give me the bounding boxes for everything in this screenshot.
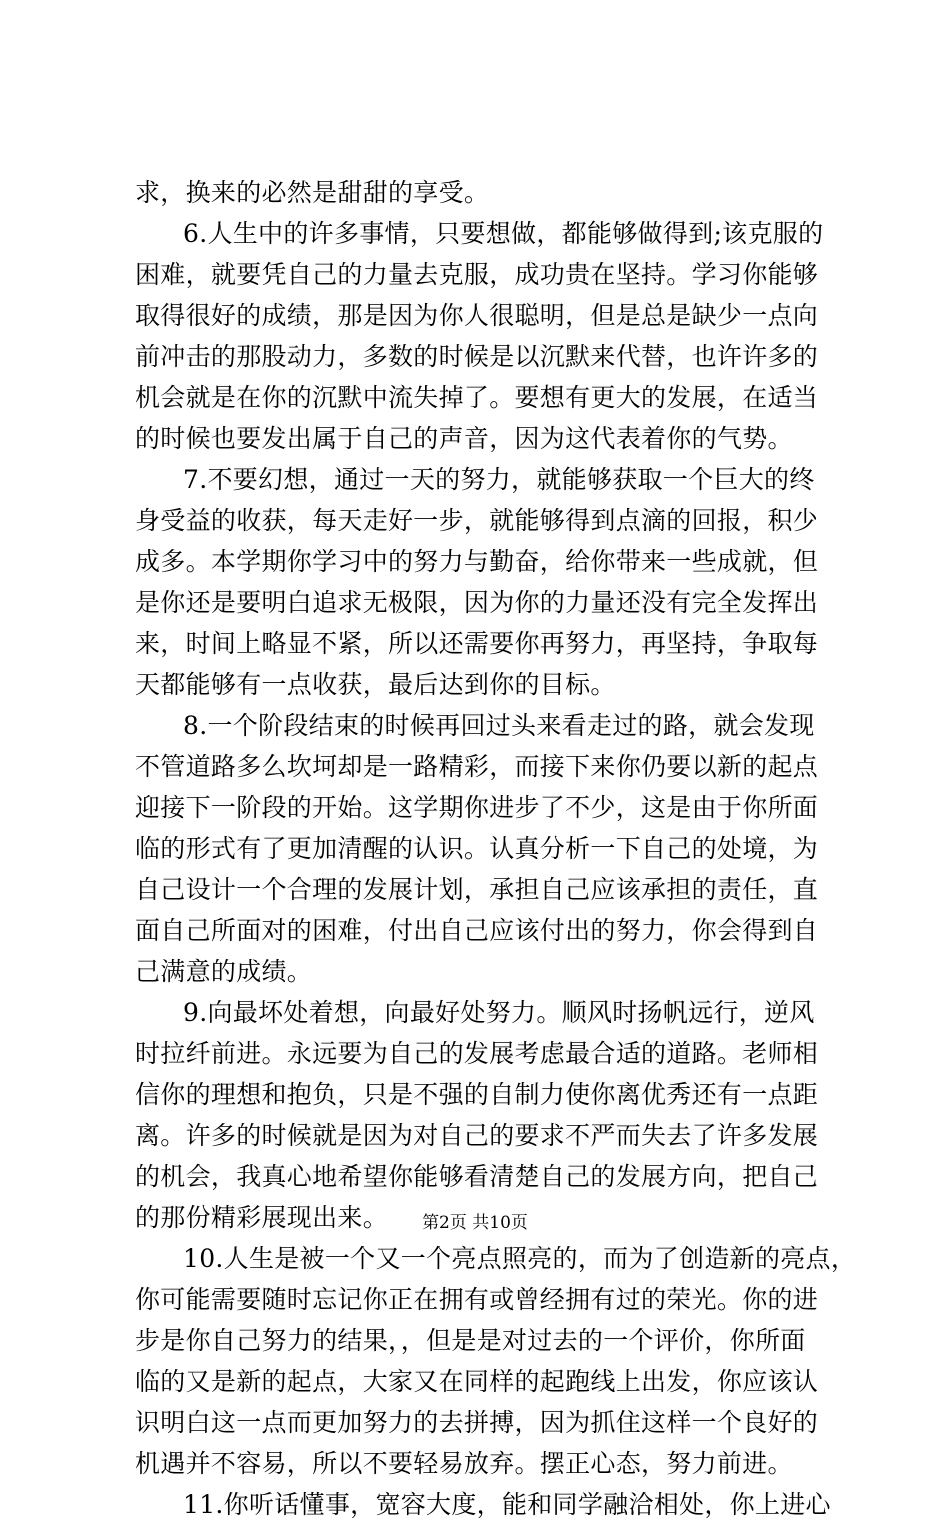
text-line: 不管道路多么坎坷却是一路精彩，而接下来你仍要以新的起点 <box>135 752 819 781</box>
text-line: 你可能需要随时忘记你正在拥有或曾经拥有过的荣光。你的进 <box>135 1285 819 1314</box>
text-line: 身受益的收获，每天走好一步，就能够得到点滴的回报，积少 <box>135 506 819 535</box>
text-line: 11.你听话懂事，宽容大度，能和同学融洽相处，你上进心 <box>183 1490 831 1519</box>
text-line: 自己设计一个合理的发展计划，承担自己应该承担的责任，直 <box>135 875 819 904</box>
text-line: 8.一个阶段结束的时候再回过头来看走过的路，就会发现 <box>183 711 815 740</box>
text-line: 机遇并不容易，所以不要轻易放弃。摆正心态，努力前进。 <box>135 1449 793 1478</box>
text-line: 机会就是在你的沉默中流失掉了。要想有更大的发展，在适当 <box>135 383 819 412</box>
text-line: 信你的理想和抱负，只是不强的自制力使你离优秀还有一点距 <box>135 1080 819 1109</box>
text-line: 是你还是要明白追求无极限，因为你的力量还没有完全发挥出 <box>135 588 819 617</box>
text-line: 临的又是新的起点，大家又在同样的起跑线上出发，你应该认 <box>135 1367 819 1396</box>
text-line: 己满意的成绩。 <box>135 957 313 986</box>
text-line: 的机会，我真心地希望你能够看清楚自己的发展方向，把自己 <box>135 1162 819 1191</box>
text-line: 步是你自己努力的结果，，但是是对过去的一个评价，你所面 <box>135 1326 806 1355</box>
text-line: 困难，就要凭自己的力量去克服，成功贵在坚持。学习你能够 <box>135 260 819 289</box>
text-line: 识明白这一点而更加努力的去拼搏，因为抓住这样一个良好的 <box>135 1408 819 1437</box>
text-line: 的那份精彩展现出来。 <box>135 1203 389 1232</box>
text-line: 取得很好的成绩，那是因为你人很聪明，但是总是缺少一点向 <box>135 301 819 330</box>
text-line: 求，换来的必然是甜甜的享受。 <box>135 178 490 207</box>
text-line: 10.人生是被一个又一个亮点照亮的，而为了创造新的亮点， <box>183 1244 857 1273</box>
text-line: 来，时间上略显不紧，所以还需要你再努力，再坚持，争取每 <box>135 629 819 658</box>
text-line: 迎接下一阶段的开始。这学期你进步了不少，这是由于你所面 <box>135 793 819 822</box>
text-line: 天都能够有一点收获，最后达到你的目标。 <box>135 670 616 699</box>
text-line: 的时候也要发出属于自己的声音，因为这代表着你的气势。 <box>135 424 793 453</box>
text-line: 离。许多的时候就是因为对自己的要求不严而失去了许多发展 <box>135 1121 819 1150</box>
text-line: 面自己所面对的困难，付出自己应该付出的努力，你会得到自 <box>135 916 819 945</box>
text-line: 前冲击的那股动力，多数的时候是以沉默来代替，也许许多的 <box>135 342 819 371</box>
document-body <box>135 172 857 1525</box>
text-line: 临的形式有了更加清醒的认识。认真分析一下自己的处境，为 <box>135 834 819 863</box>
text-line: 7.不要幻想，通过一天的努力，就能够获取一个巨大的终 <box>183 465 815 494</box>
text-line: 时拉纤前进。永远要为自己的发展考虑最合适的道路。老师相 <box>135 1039 819 1068</box>
page-number-footer: 第2页 共10页 <box>422 1213 528 1233</box>
text-line: 成多。本学期你学习中的努力与勤奋，给你带来一些成就，但 <box>135 547 819 576</box>
text-line: 6.人生中的许多事情，只要想做，都能够做得到;该克服的 <box>183 219 824 248</box>
text-line: 9.向最坏处着想，向最好处努力。顺风时扬帆远行，逆风 <box>183 998 815 1027</box>
